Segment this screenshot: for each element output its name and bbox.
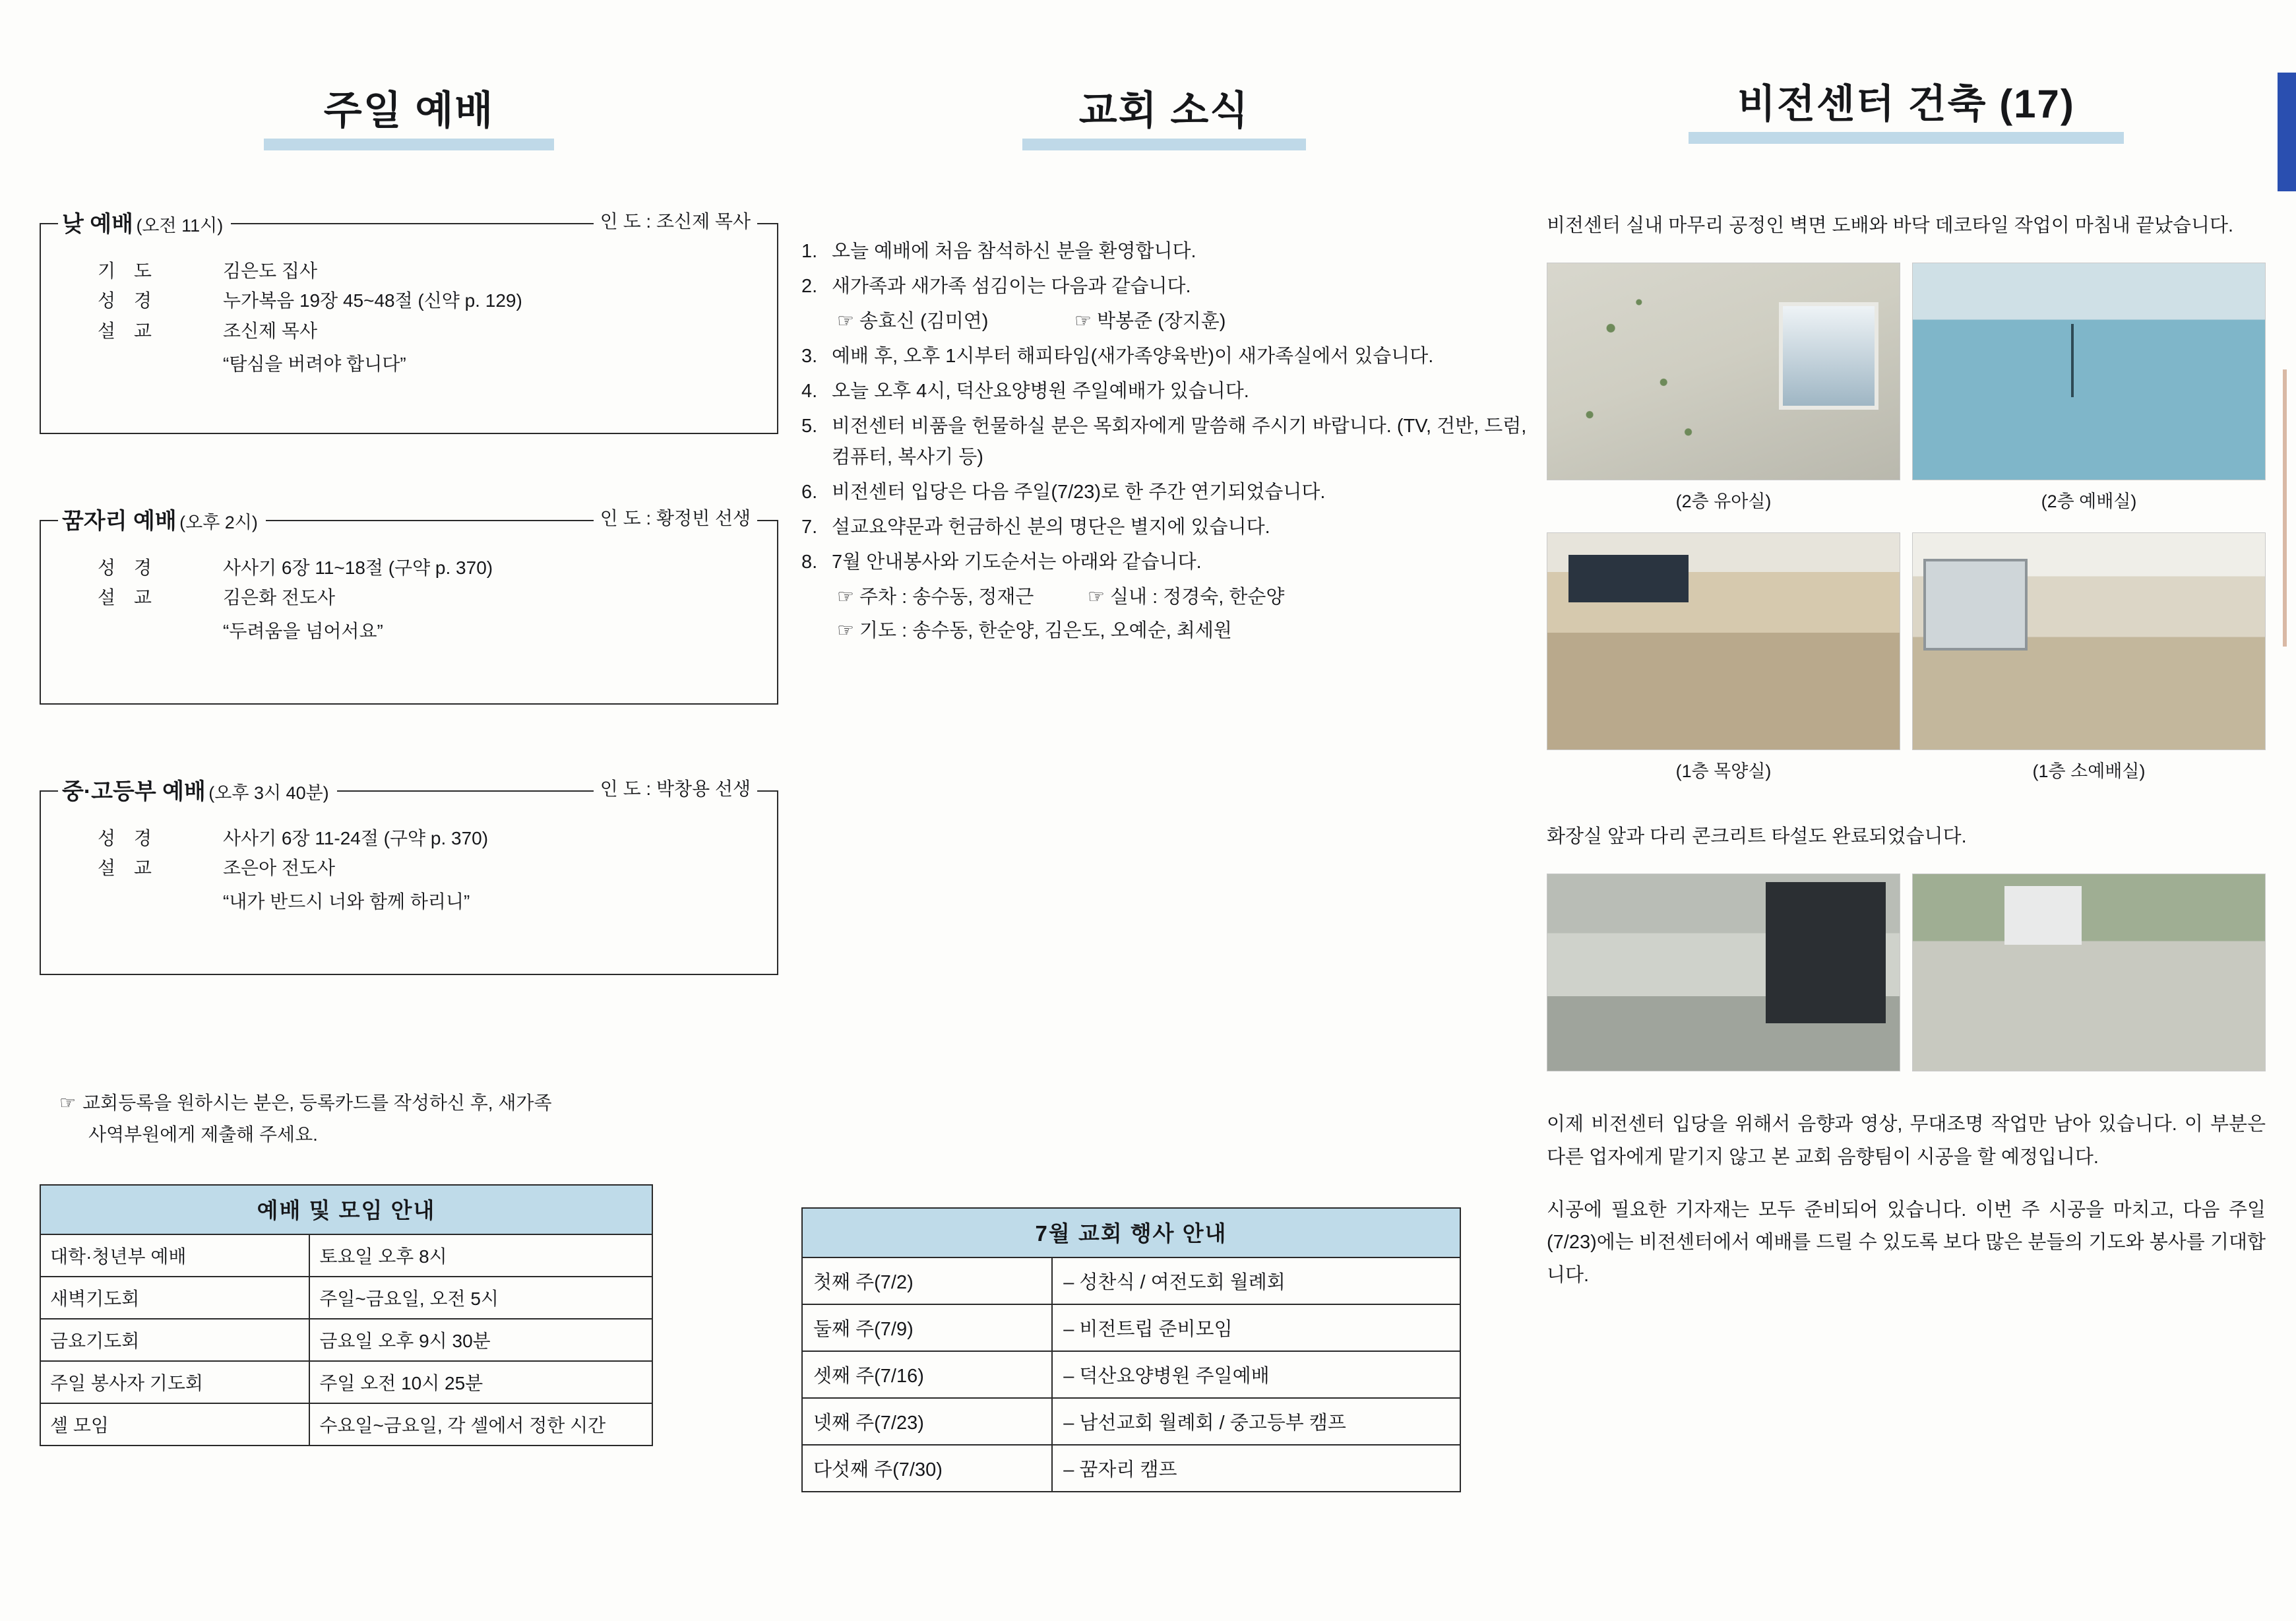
photo-worship-hall-2f	[1912, 263, 2266, 480]
item-text: 7월 안내봉사와 기도순서는 아래와 같습니다.	[832, 551, 1202, 573]
hand-pointer-icon: ☞	[837, 620, 854, 641]
worship-meeting-table-block	[40, 1184, 653, 1446]
new-family-row	[801, 306, 1527, 337]
paragraph-remaining-work: 이제 비전센터 입당을 위해서 음향과 영상, 무대조명 작업만 남아 있습니다. 이 부분은 다른 업자에게 맡기지 않고 본 교회 음향팀이 시공을 할 예정입니다.	[1547, 1113, 2266, 1168]
photo-caption: (1층 목양실)	[1675, 761, 1772, 781]
service-row	[98, 583, 777, 612]
item-number: 3.	[801, 345, 818, 367]
list-item	[801, 271, 1527, 302]
item-text: 오늘 예배에 처음 참석하신 분을 환영합니다.	[832, 241, 1196, 262]
list-item	[801, 477, 1527, 508]
new-family-2: 박봉준 (장지훈)	[1097, 310, 1226, 332]
cell-event: – 남선교회 월례회 / 중고등부 캠프	[1052, 1398, 1460, 1445]
hand-pointer-icon: ☞	[1074, 310, 1092, 332]
item-number: 5.	[801, 415, 818, 437]
sermon-title: “탐심을 버려야 합니다”	[223, 354, 406, 375]
cell-event: – 덕산요양병원 주일예배	[1052, 1351, 1460, 1398]
cell-key: 대학·청년부 예배	[40, 1234, 309, 1277]
item-text: 설교요약문과 헌금하신 분의 명단은 별지에 있습니다.	[832, 516, 1270, 538]
photo-grid-interior	[1547, 263, 2266, 794]
photo-grid-exterior	[1547, 874, 2266, 1071]
list-item	[801, 341, 1527, 372]
photo-caption: (1층 소예배실)	[2032, 761, 2146, 781]
volunteer-prayer: 기도 : 송수동, 한순양, 김은도, 오예순, 최세원	[859, 620, 1232, 641]
cell-value: 주일 오전 10시 25분	[309, 1361, 652, 1403]
cell-week: 첫째 주(7/2)	[802, 1257, 1052, 1304]
service-leader: 인 도 : 박창용 선생	[594, 775, 757, 801]
item-number: 1.	[801, 241, 818, 262]
service-heading	[58, 206, 231, 238]
table-title: 예배 및 모임 안내	[40, 1184, 653, 1234]
cell-key: 금요기도회	[40, 1319, 309, 1361]
table-row	[802, 1398, 1460, 1445]
service-row	[98, 316, 777, 346]
photo-nursery-2f	[1547, 263, 1900, 480]
row-value: 조은아 전도사	[223, 858, 336, 879]
service-heading	[58, 503, 266, 535]
july-event-table	[801, 1257, 1461, 1492]
photo-restroom-front	[1547, 874, 1900, 1071]
page-title-church-news: 교회 소식	[1078, 88, 1250, 133]
worship-meeting-table	[40, 1234, 653, 1446]
table-row	[40, 1361, 652, 1403]
item-number: 7.	[801, 516, 818, 538]
hand-pointer-icon: ☞	[837, 586, 854, 608]
cell-key: 새벽기도회	[40, 1277, 309, 1319]
event-table-title: 7월 교회 행사 안내	[801, 1207, 1461, 1257]
row-value: 조신제 목사	[223, 320, 318, 341]
cell-value: 토요일 오후 8시	[309, 1234, 652, 1277]
service-time: (오후 3시 40분)	[208, 783, 329, 803]
service-row	[98, 823, 777, 853]
sermon-title: “두려움을 넘어서요”	[223, 620, 383, 641]
column-church-news	[801, 0, 1527, 1480]
new-family-1: 송효신 (김미연)	[859, 310, 989, 332]
row-value: 김은도 집사	[223, 261, 318, 281]
service-name: 중·고등부 예배	[62, 779, 206, 804]
hand-pointer-icon: ☞	[1088, 586, 1105, 608]
table-row	[802, 1304, 1460, 1351]
service-leader: 인 도 : 조신제 목사	[594, 207, 757, 234]
row-label: 설 교	[98, 858, 158, 879]
cell-event: – 비전트립 준비모임	[1052, 1304, 1460, 1351]
cell-key: 셀 모임	[40, 1403, 309, 1446]
middle-title-block	[801, 79, 1527, 150]
item-number: 2.	[801, 275, 818, 297]
right-title-block	[1547, 73, 2266, 144]
cell-value: 수요일~금요일, 각 셀에서 정한 시간	[309, 1403, 652, 1446]
service-rows	[41, 823, 777, 914]
table-row	[40, 1234, 652, 1277]
july-event-table-block	[801, 1207, 1461, 1492]
service-row	[98, 853, 777, 883]
paragraph-intro: 비전센터 실내 마무리 공정인 벽면 도배와 바닥 데코타일 작업이 마침내 끝났습니다.	[1547, 215, 2234, 236]
cell-week: 넷째 주(7/23)	[802, 1398, 1052, 1445]
service-heading	[58, 773, 337, 806]
edge-marker-tan	[2283, 369, 2287, 647]
service-name: 낮 예배	[62, 212, 133, 237]
item-text: 예배 후, 오후 1시부터 해피타임(새가족양육반)이 새가족실에서 있습니다.	[832, 345, 1434, 367]
service-time: (오후 2시)	[179, 513, 258, 532]
row-label: 기 도	[98, 261, 158, 281]
table-row	[802, 1351, 1460, 1398]
item-number: 4.	[801, 380, 818, 402]
service-name: 꿈자리 예배	[62, 509, 177, 534]
column-vision-center	[1547, 0, 2266, 1312]
item-text: 비전센터 입당은 다음 주일(7/23)로 한 주간 연기되었습니다.	[832, 481, 1326, 503]
row-value: 사사기 6장 11-24절 (구약 p. 370)	[223, 828, 489, 848]
list-item	[801, 512, 1527, 543]
service-card	[40, 779, 778, 975]
row-label: 성 경	[98, 828, 158, 848]
service-card	[40, 508, 778, 705]
table-row	[40, 1319, 652, 1361]
volunteer-parking: 주차 : 송수동, 정재근	[859, 586, 1034, 608]
note-line-1: 교회등록을 원하시는 분은, 등록카드를 작성하신 후, 새가족	[82, 1093, 552, 1113]
row-label: 설 교	[98, 587, 158, 608]
photo-caption: (2층 예배실)	[2041, 491, 2137, 511]
photo-small-chapel-1f	[1912, 532, 2266, 750]
photo-bridge-concrete	[1912, 874, 2266, 1071]
paragraph-concrete: 화장실 앞과 다리 콘크리트 타설도 완료되었습니다.	[1547, 825, 1967, 847]
volunteer-indoor: 실내 : 정경숙, 한순양	[1110, 586, 1285, 608]
list-item	[801, 376, 1527, 407]
table-row	[802, 1257, 1460, 1304]
cell-week: 다섯째 주(7/30)	[802, 1445, 1052, 1492]
row-label: 성 경	[98, 557, 158, 578]
cell-value: 주일~금요일, 오전 5시	[309, 1277, 652, 1319]
announcement-list	[801, 236, 1527, 647]
column-sunday-worship	[40, 0, 778, 1446]
table-row	[40, 1403, 652, 1446]
photo-pastoral-room-1f	[1547, 532, 1900, 750]
volunteer-rows	[801, 582, 1527, 647]
page-title-sunday-worship: 주일 예배	[323, 88, 495, 133]
note-line-2: 사역부원에게 제출해 주세요.	[88, 1124, 318, 1145]
row-label: 성 경	[98, 290, 158, 311]
paragraph-equipment: 시공에 필요한 기자재는 모두 준비되어 있습니다. 이번 주 시공을 마치고, 다음 주일(7/23)에는 비전센터에서 예배를 드릴 수 있도록 보다 많은 분들의 기도와 봉사를 기대합니다.	[1547, 1199, 2266, 1287]
service-rows	[41, 256, 777, 376]
table-row	[40, 1277, 652, 1319]
registration-note	[40, 1087, 778, 1150]
row-value: 누가복음 19장 45~48절 (신약 p. 129)	[223, 290, 522, 311]
cell-value: 금요일 오후 9시 30분	[309, 1319, 652, 1361]
cell-key: 주일 봉사자 기도회	[40, 1361, 309, 1403]
list-item	[801, 236, 1527, 267]
page-title-vision-center: 비전센터 건축 (17)	[1737, 82, 2075, 126]
hand-pointer-icon: ☞	[837, 310, 854, 332]
left-title-block	[40, 79, 778, 150]
list-item	[801, 547, 1527, 578]
sermon-title: “내가 반드시 너와 함께 하리니”	[223, 891, 470, 912]
table-row	[802, 1445, 1460, 1492]
cell-week: 셋째 주(7/16)	[802, 1351, 1052, 1398]
service-time: (오전 11시)	[136, 216, 224, 236]
item-text: 비전센터 비품을 헌물하실 분은 목회자에게 말씀해 주시기 바랍니다. (TV, 건반, 드럼, 컴퓨터, 복사기 등)	[832, 415, 1527, 468]
row-value: 사사기 6장 11~18절 (구약 p. 370)	[223, 557, 493, 578]
service-row	[98, 256, 777, 286]
service-card	[40, 211, 778, 434]
hand-pointer-icon: ☞	[59, 1093, 77, 1113]
item-text: 오늘 오후 4시, 덕산요양병원 주일예배가 있습니다.	[832, 380, 1249, 402]
service-row	[98, 553, 777, 583]
cell-event: – 성찬식 / 여전도회 월례회	[1052, 1257, 1460, 1304]
row-label: 설 교	[98, 320, 158, 341]
service-leader: 인 도 : 황정빈 선생	[594, 504, 757, 530]
list-item	[801, 411, 1527, 473]
cell-week: 둘째 주(7/9)	[802, 1304, 1052, 1351]
cell-event: – 꿈자리 캠프	[1052, 1445, 1460, 1492]
edge-marker-blue	[2278, 73, 2296, 191]
row-value: 김은화 전도사	[223, 587, 336, 608]
item-number: 6.	[801, 481, 818, 503]
photo-caption: (2층 유아실)	[1675, 491, 1772, 511]
item-text: 새가족과 새가족 섬김이는 다음과 같습니다.	[832, 275, 1191, 297]
service-row	[98, 286, 777, 315]
item-number: 8.	[801, 551, 818, 573]
service-rows	[41, 553, 777, 643]
